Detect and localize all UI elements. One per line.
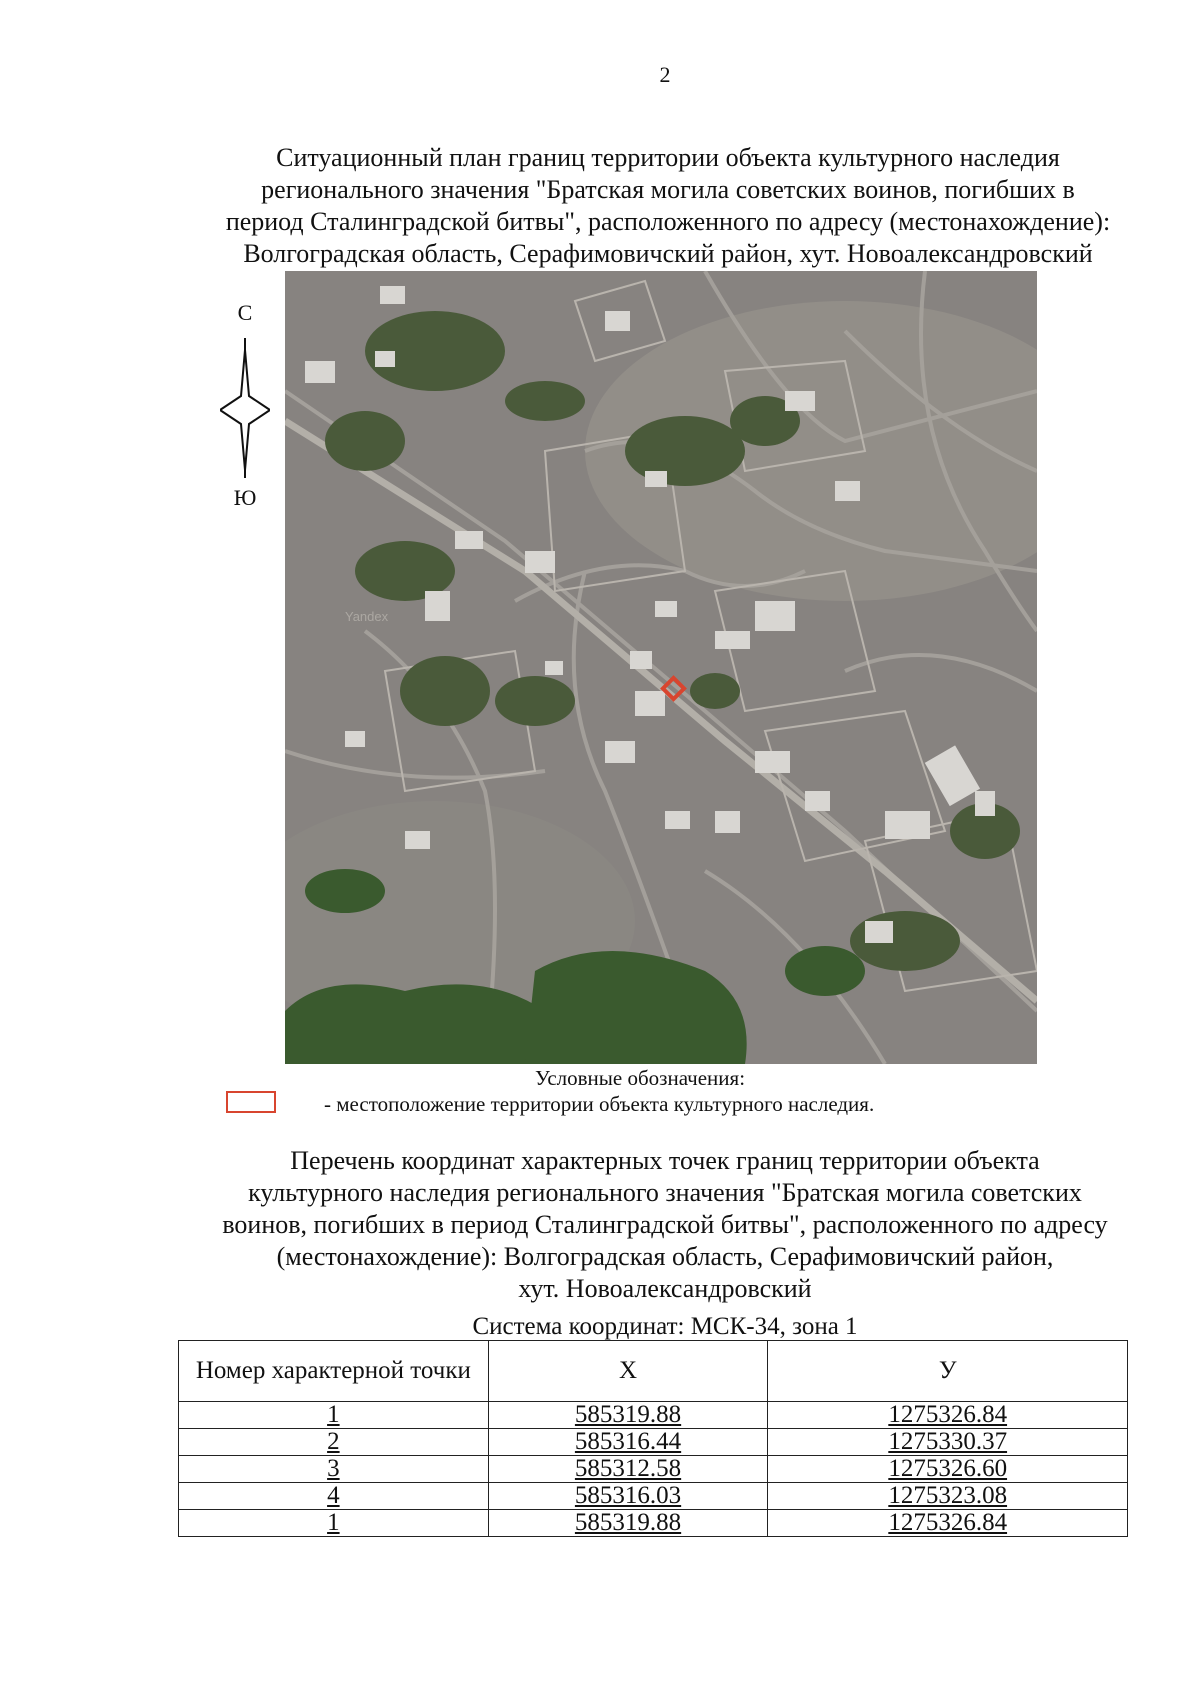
x-coordinate: 585319.88: [488, 1402, 768, 1429]
point-number: 4: [179, 1483, 489, 1510]
list-title-line: Перечень координат характерных точек границ территории объекта: [290, 1146, 1040, 1175]
legend-item-text: - местоположение территории объекта культурного наследия.: [324, 1092, 875, 1116]
page-number: 2: [659, 62, 671, 87]
column-header-point: Номер характерной точки: [179, 1341, 489, 1402]
coordinate-system-caption: Система координат: МСК-34, зона 1: [472, 1313, 858, 1340]
satellite-image: [285, 271, 1037, 1064]
y-coordinate: 1275326.84: [768, 1510, 1128, 1537]
table-row: [179, 1429, 1128, 1456]
satellite-map: [285, 271, 1037, 1064]
title-line: Волгоградская область, Серафимовичский район, хут. Новоалександровский: [243, 239, 1093, 268]
y-coordinate: 1275323.08: [768, 1483, 1128, 1510]
list-title-line: воинов, погибших в период Сталинградской битвы", расположенного по адресу: [222, 1210, 1108, 1239]
table-row: [179, 1483, 1128, 1510]
coordinates-table: [178, 1340, 1128, 1537]
north-label: С: [237, 300, 253, 325]
list-title-line: хут. Новоалександровский: [518, 1274, 812, 1303]
title-line: период Сталинградской битвы", расположенного по адресу (местонахождение):: [225, 207, 1111, 236]
point-number: 1: [179, 1402, 489, 1429]
legend-title: Условные обозначения:: [535, 1066, 746, 1090]
y-coordinate: 1275326.60: [768, 1456, 1128, 1483]
coordinates-list-title: [150, 1145, 1180, 1305]
table-row: [179, 1510, 1128, 1537]
north-arrow: [210, 300, 280, 520]
table-header-row: [179, 1341, 1128, 1402]
document-title: [168, 142, 1168, 270]
table-row: [179, 1402, 1128, 1429]
column-header-y: У: [768, 1341, 1128, 1402]
point-number: 3: [179, 1456, 489, 1483]
x-coordinate: 585312.58: [488, 1456, 768, 1483]
title-line: регионального значения "Братская могила советских воинов, погибших в: [261, 175, 1075, 204]
map-watermark: Yandex: [345, 609, 389, 624]
y-coordinate: 1275330.37: [768, 1429, 1128, 1456]
south-label: Ю: [233, 485, 257, 510]
x-coordinate: 585316.03: [488, 1483, 768, 1510]
legend-swatch: [226, 1091, 276, 1113]
x-coordinate: 585316.44: [488, 1429, 768, 1456]
y-coordinate: 1275326.84: [768, 1402, 1128, 1429]
point-number: 2: [179, 1429, 489, 1456]
column-header-x: X: [488, 1341, 768, 1402]
table-row: [179, 1456, 1128, 1483]
x-coordinate: 585319.88: [488, 1510, 768, 1537]
point-number: 1: [179, 1510, 489, 1537]
compass-arrow-icon: [220, 338, 270, 478]
title-line: Ситуационный план границ территории объекта культурного наследия: [276, 143, 1060, 172]
list-title-line: культурного наследия регионального значения "Братская могила советских: [248, 1178, 1082, 1207]
list-title-line: (местонахождение): Волгоградская область, Серафимовичский район,: [276, 1242, 1054, 1271]
